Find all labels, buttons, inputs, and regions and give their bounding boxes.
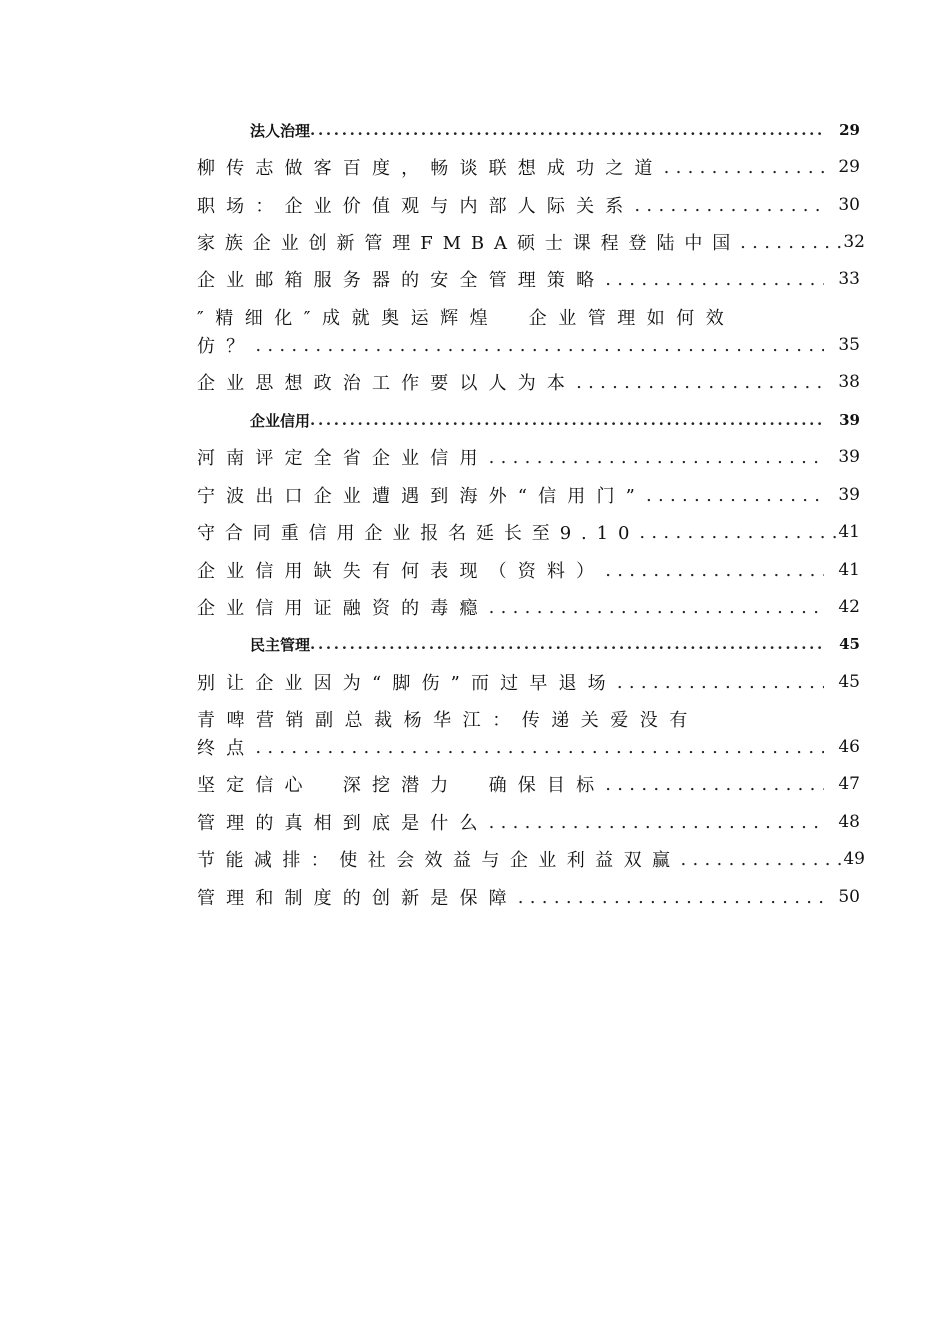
dot-leader xyxy=(634,195,824,216)
entry-title: 企业邮箱服务器的安全管理策略 xyxy=(197,270,606,291)
toc-entry[interactable] xyxy=(197,770,860,798)
toc-entry[interactable] xyxy=(197,443,860,471)
page-number: 39 xyxy=(839,411,860,429)
page-number: 29 xyxy=(839,121,860,139)
page-number: 48 xyxy=(838,812,860,832)
entry-title: 河南评定全省企业信用 xyxy=(197,448,489,469)
page-number: 39 xyxy=(838,447,860,467)
dot-leader xyxy=(518,887,825,908)
entry-title: 职场：企业价值观与内部人际关系 xyxy=(197,196,635,217)
dot-leader xyxy=(639,522,838,543)
entry-title: 管理和制度的创新是保障 xyxy=(197,888,518,909)
page-number: 39 xyxy=(838,485,860,505)
page-number: 29 xyxy=(838,157,860,177)
page-number: 45 xyxy=(839,635,860,653)
entry-title: 宁波出口企业遭遇到海外“信用门” xyxy=(197,486,646,507)
entry-title: 管理的真相到底是什么 xyxy=(197,813,489,834)
dot-leader xyxy=(617,672,825,693)
toc-entry[interactable] xyxy=(197,883,860,911)
entry-title-line2: 仿？ xyxy=(197,336,256,357)
page-number: 42 xyxy=(838,597,860,617)
toc-entry[interactable] xyxy=(197,368,860,396)
entry-title: 节能减排：使社会效益与企业利益双赢 xyxy=(197,850,681,871)
section-title: 法人治理 xyxy=(250,121,311,140)
page-number: 46 xyxy=(838,737,860,757)
entry-title: 企业思想政治工作要以人为本 xyxy=(197,373,577,394)
entry-title: 别让企业因为“脚伤”而过早退场 xyxy=(197,673,617,694)
dot-leader xyxy=(605,774,824,795)
entry-title: 企业信用缺失有何表现（资料） xyxy=(197,561,606,582)
dot-leader xyxy=(680,849,843,870)
page-number: 38 xyxy=(838,372,860,392)
toc-entry-line2[interactable] xyxy=(197,331,860,359)
toc-entry[interactable] xyxy=(197,228,865,256)
entry-title: 柳传志做客百度，畅谈联想成功之道 xyxy=(197,158,664,179)
entry-title-line1: ″精细化″成就奥运辉煌 企业管理如何效 xyxy=(197,308,736,329)
dot-leader xyxy=(255,737,824,758)
dot-leader xyxy=(255,335,824,356)
page-number: 35 xyxy=(838,335,860,355)
dot-leader xyxy=(646,485,824,506)
toc-section-heading[interactable] xyxy=(250,116,860,144)
page-number: 45 xyxy=(838,672,860,692)
toc-section-heading[interactable] xyxy=(250,406,860,434)
toc-entry[interactable] xyxy=(197,153,860,181)
entry-title: 坚定信心 深挖潜力 确保目标 xyxy=(197,775,606,796)
dot-leader xyxy=(489,447,825,468)
section-title: 企业信用 xyxy=(250,411,311,430)
dot-leader xyxy=(489,597,825,618)
dot-leader xyxy=(310,121,825,139)
toc-entry-line2[interactable] xyxy=(197,733,860,761)
page-number: 47 xyxy=(838,774,860,794)
dot-leader xyxy=(310,411,825,429)
entry-title: 企业信用证融资的毒瘾 xyxy=(197,598,489,619)
page-number: 41 xyxy=(838,560,860,580)
toc-entry[interactable] xyxy=(197,593,860,621)
toc-entry[interactable] xyxy=(197,518,860,546)
toc-entry[interactable] xyxy=(197,845,865,873)
page-number: 30 xyxy=(838,195,860,215)
dot-leader xyxy=(605,269,824,290)
dot-leader xyxy=(310,635,825,653)
page-number: 50 xyxy=(838,887,860,907)
page-number: 49 xyxy=(843,849,865,869)
toc-entry[interactable] xyxy=(197,556,860,584)
entry-title-line1: 青啤营销副总裁杨华江：传递关爱没有 xyxy=(197,710,699,731)
entry-title: 守合同重信用企业报名延长至9.10 xyxy=(197,523,640,544)
section-title: 民主管理 xyxy=(250,635,311,654)
toc-entry[interactable] xyxy=(197,808,860,836)
toc-entry[interactable] xyxy=(197,668,860,696)
toc-entry-line1[interactable] xyxy=(197,705,860,733)
toc-entry-line1[interactable] xyxy=(197,303,860,331)
toc-entry[interactable] xyxy=(197,481,860,509)
toc-entry[interactable] xyxy=(197,265,860,293)
entry-title: 家族企业创新管理FMBA硕士课程登陆中国 xyxy=(197,233,741,254)
page-number: 33 xyxy=(838,269,860,289)
dot-leader xyxy=(489,812,825,833)
page-number: 41 xyxy=(838,522,860,542)
toc-section-heading[interactable] xyxy=(250,630,860,658)
dot-leader xyxy=(664,157,825,178)
toc-entry[interactable] xyxy=(197,191,860,219)
page-number: 32 xyxy=(843,232,865,252)
dot-leader xyxy=(576,372,824,393)
dot-leader xyxy=(605,560,824,581)
dot-leader xyxy=(740,232,843,253)
entry-title-line2: 终点 xyxy=(197,738,256,759)
